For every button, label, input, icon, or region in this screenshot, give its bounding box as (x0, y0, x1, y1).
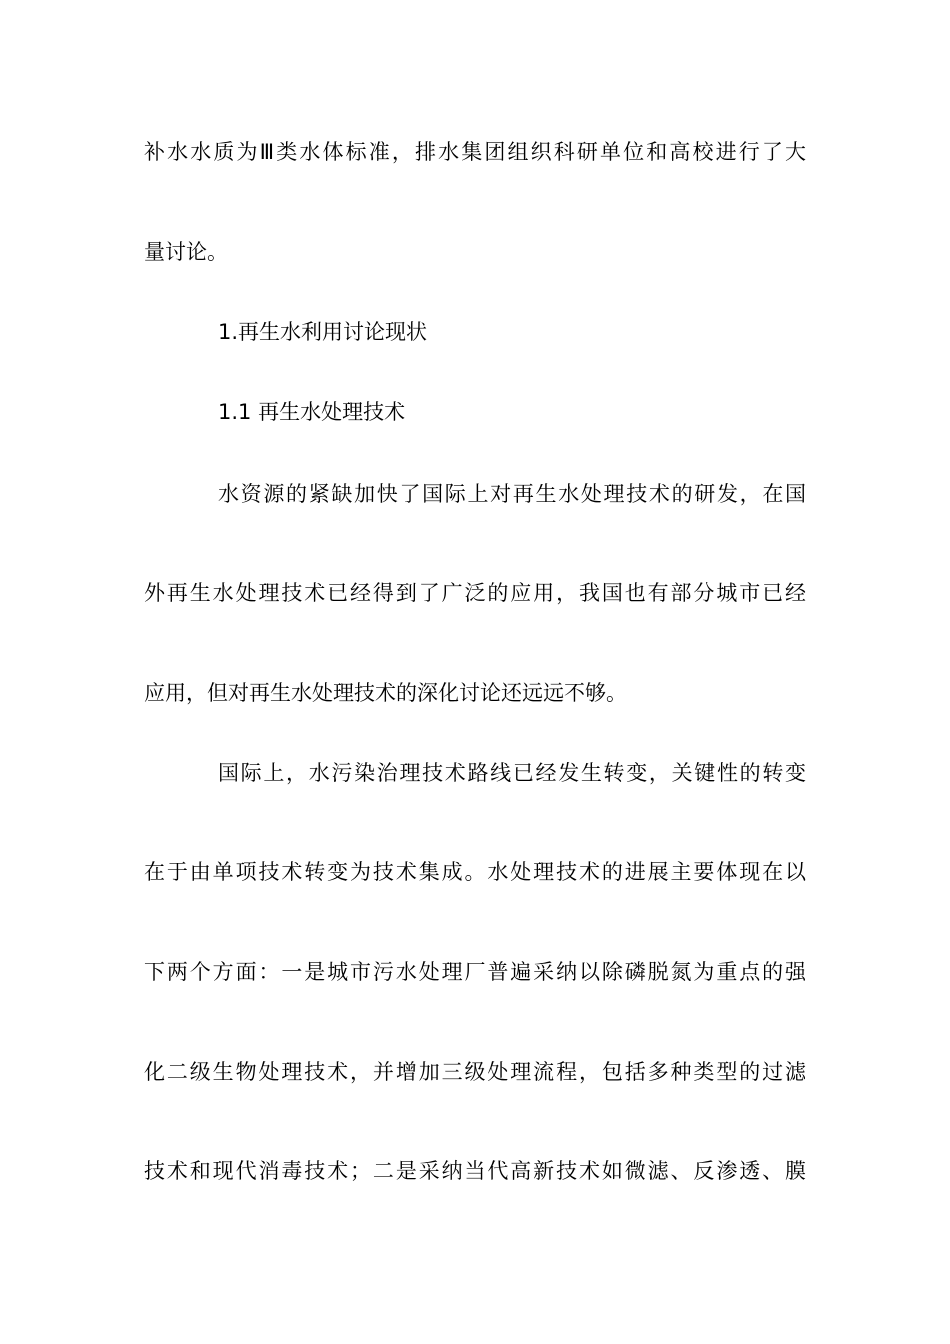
paragraph-line: 下两个方面：一是城市污水处理厂普遍采纳以除磷脱氮为重点的强 (144, 960, 806, 984)
paragraph-line: 量讨论。 (144, 240, 228, 264)
paragraph-line: 补水水质为Ⅲ类水体标准，排水集团组织科研单位和高校进行了大 (144, 140, 806, 164)
paragraph-line: 外再生水处理技术已经得到了广泛的应用，我国也有部分城市已经 (144, 581, 806, 605)
paragraph-line: 水资源的紧缺加快了国际上对再生水处理技术的研发，在国 (218, 482, 806, 506)
subsection-heading: 1.1 再生水处理技术 (218, 400, 406, 424)
paragraph-line: 化二级生物处理技术，并增加三级处理流程，包括多种类型的过滤 (144, 1060, 806, 1084)
section-heading: 1.再生水利用讨论现状 (218, 320, 428, 344)
paragraph-line: 应用，但对再生水处理技术的深化讨论还远远不够。 (144, 681, 627, 705)
paragraph-line: 国际上，水污染治理技术路线已经发生转变，关键性的转变 (218, 761, 806, 785)
paragraph-line: 在于由单项技术转变为技术集成。水处理技术的进展主要体现在以 (144, 860, 806, 884)
paragraph-line: 技术和现代消毒技术；二是采纳当代高新技术如微滤、反渗透、膜 (144, 1159, 806, 1183)
